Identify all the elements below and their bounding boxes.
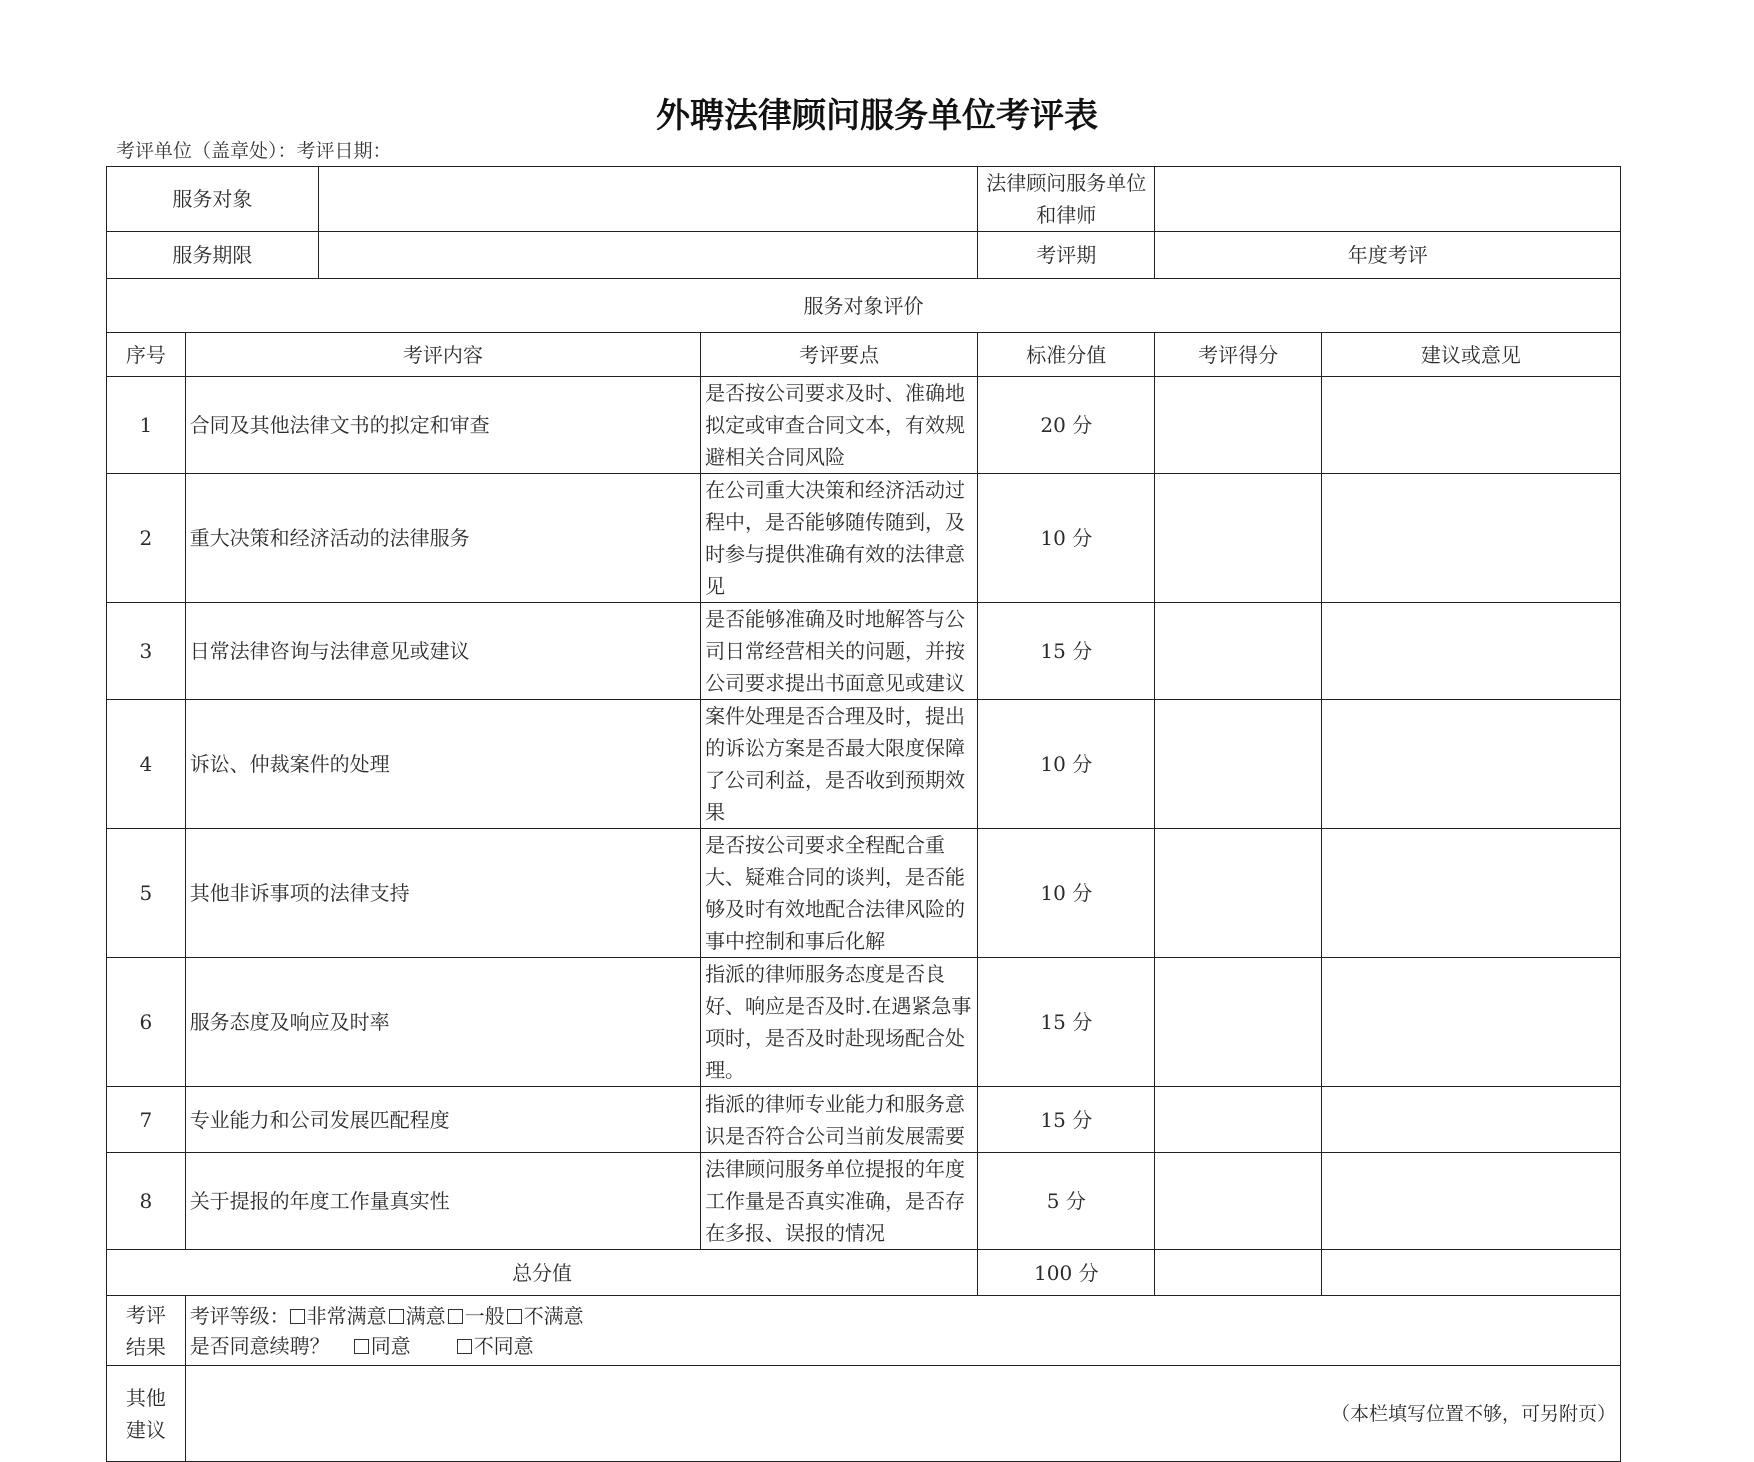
other-advice-label [107,1366,186,1462]
eval-period-label: 考评期 [978,232,1155,279]
total-standard-score: 100 分 [978,1250,1155,1296]
row-number: 6 [107,958,186,1087]
row-standard-score: 15 分 [978,1087,1155,1153]
row-number: 3 [107,603,186,700]
row-standard-score: 15 分 [978,958,1155,1087]
section-title-row [107,279,1621,333]
row-points: 是否按公司要求及时、准确地拟定或审查合同文本，有效规避相关合同风险 [701,377,978,474]
option-agree: 同意 [370,1333,411,1358]
option-unsatisfied: 不满意 [523,1303,584,1328]
total-row [107,1250,1621,1296]
row-standard-score: 5 分 [978,1153,1155,1250]
col-header-no: 序号 [107,333,186,377]
checkbox-average[interactable] [448,1309,463,1324]
other-advice-row [107,1366,1621,1462]
other-advice-field[interactable] [185,1366,1620,1462]
page-title: 外聘法律顾问服务单位考评表 [656,96,1098,136]
option-very-satisfied: 非常满意 [306,1303,387,1328]
row-standard-score: 20 分 [978,377,1155,474]
result-content [185,1296,1620,1366]
row-points: 在公司重大决策和经济活动过程中，是否能够随传随到，及时参与提供准确有效的法律意见 [701,474,978,603]
row-content: 诉讼、仲裁案件的处理 [185,700,700,829]
row-points: 案件处理是否合理及时，提出的诉讼方案是否最大限度保障了公司利益，是否收到预期效果 [701,700,978,829]
section-title: 服务对象评价 [107,279,1621,333]
table-row [107,829,1621,958]
row-actual-score-field[interactable] [1155,603,1321,700]
row-number: 7 [107,1087,186,1153]
evaluator-info-line: 考评单位（盖章处）：考评日期： [116,140,392,162]
total-actual-score-field[interactable] [1155,1250,1321,1296]
grade-label: 考评等级： [189,1303,290,1328]
renew-label: 是否同意续聘？ [189,1333,330,1358]
col-header-points: 考评要点 [701,333,978,377]
row-standard-score: 10 分 [978,700,1155,829]
table-row [107,474,1621,603]
row-content: 日常法律咨询与法律意见或建议 [185,603,700,700]
row-points: 是否能够准确及时地解答与公司日常经营相关的问题，并按公司要求提出书面意见或建议 [701,603,978,700]
row-points: 法律顾问服务单位提报的年度工作量是否真实准确，是否存在多报、误报的情况 [701,1153,978,1250]
row-number: 8 [107,1153,186,1250]
option-average: 一般 [464,1303,505,1328]
row-actual-score-field[interactable] [1155,474,1321,603]
row-actual-score-field[interactable] [1155,829,1321,958]
table-row [107,1087,1621,1153]
other-label-line1: 其他 [125,1385,166,1410]
grade-line [190,1301,1616,1331]
row-actual-score-field[interactable] [1155,377,1321,474]
table-row [107,1153,1621,1250]
result-label [107,1296,186,1366]
row-advice-field[interactable] [1321,829,1620,958]
table-row [107,377,1621,474]
row-advice-field[interactable] [1321,377,1620,474]
other-advice-note: （本栏填写位置不够，可另附页） [1330,1402,1616,1425]
row-advice-field[interactable] [1321,603,1620,700]
col-header-standard-score: 标准分值 [978,333,1155,377]
row-standard-score: 10 分 [978,829,1155,958]
row-actual-score-field[interactable] [1155,1153,1321,1250]
column-header-row [107,333,1621,377]
checkbox-satisfied[interactable] [389,1309,404,1324]
row-number: 4 [107,700,186,829]
renew-line [190,1331,1616,1361]
row-points: 指派的律师专业能力和服务意识是否符合公司当前发展需要 [701,1087,978,1153]
row-number: 1 [107,377,186,474]
col-header-content: 考评内容 [185,333,700,377]
service-period-row [107,232,1621,279]
row-number: 2 [107,474,186,603]
total-advice-field[interactable] [1321,1250,1620,1296]
checkbox-very-satisfied[interactable] [290,1309,305,1324]
row-number: 5 [107,829,186,958]
row-points: 指派的律师服务态度是否良好、响应是否及时.在遇紧急事项时，是否及时赴现场配合处理。 [701,958,978,1087]
row-content: 合同及其他法律文书的拟定和审查 [185,377,700,474]
row-points: 是否按公司要求全程配合重大、疑难合同的谈判，是否能够及时有效地配合法律风险的事中控制和事后化解 [701,829,978,958]
result-label-line1: 考评 [125,1302,166,1327]
row-content: 专业能力和公司发展匹配程度 [185,1087,700,1153]
row-advice-field[interactable] [1321,1087,1620,1153]
total-label: 总分值 [107,1250,978,1296]
row-content: 重大决策和经济活动的法律服务 [185,474,700,603]
row-actual-score-field[interactable] [1155,958,1321,1087]
table-row [107,603,1621,700]
law-firm-field[interactable] [1155,167,1621,232]
service-object-label: 服务对象 [107,167,319,232]
row-advice-field[interactable] [1321,474,1620,603]
evaluation-form-table [106,166,1621,1462]
result-label-line2: 结果 [125,1334,166,1359]
row-advice-field[interactable] [1321,1153,1620,1250]
row-content: 服务态度及响应及时率 [185,958,700,1087]
service-object-row [107,167,1621,232]
other-label-line2: 建议 [125,1417,166,1442]
checkbox-unsatisfied[interactable] [507,1309,522,1324]
table-row [107,700,1621,829]
eval-period-value: 年度考评 [1155,232,1621,279]
option-disagree: 不同意 [473,1333,534,1358]
law-firm-label: 法律顾问服务单位和律师 [978,167,1155,232]
row-advice-field[interactable] [1321,700,1620,829]
col-header-advice: 建议或意见 [1321,333,1620,377]
row-standard-score: 15 分 [978,603,1155,700]
table-row [107,958,1621,1087]
checkbox-disagree[interactable] [457,1339,472,1354]
result-row [107,1296,1621,1366]
row-actual-score-field[interactable] [1155,700,1321,829]
row-standard-score: 10 分 [978,474,1155,603]
row-actual-score-field[interactable] [1155,1087,1321,1153]
service-period-field[interactable] [318,232,977,279]
checkbox-agree[interactable] [354,1339,369,1354]
service-period-label: 服务期限 [107,232,319,279]
row-content: 其他非诉事项的法律支持 [185,829,700,958]
row-advice-field[interactable] [1321,958,1620,1087]
col-header-actual-score: 考评得分 [1155,333,1321,377]
row-content: 关于提报的年度工作量真实性 [185,1153,700,1250]
option-satisfied: 满意 [405,1303,446,1328]
service-object-field[interactable] [318,167,977,232]
